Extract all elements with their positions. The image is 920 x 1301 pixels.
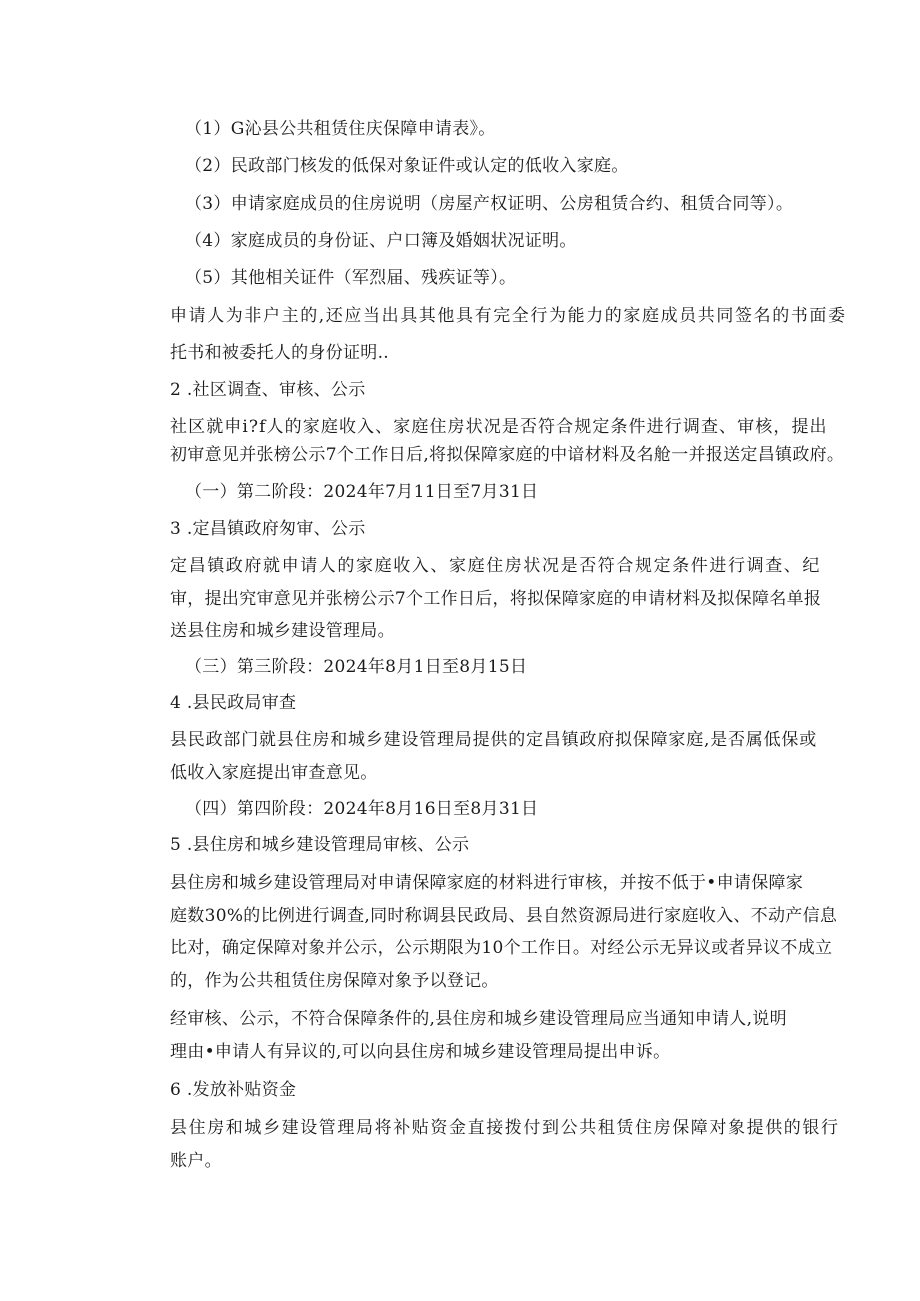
list-item-application-form: （1）G沁县公共租赁住庆保障申请表》。 [185,119,496,139]
paragraph-housing-line: 庭数30%的比例进行调查,同时称调县民政局、县自然资源局进行家庭收入、不动产信息 [170,906,838,926]
paragraph-civil-line: 县民政部门就县住房和城乡建设管理局提供的定昌镇政府拟保障家庭,是否属低保或 [170,730,818,750]
stage-heading-third: （三）第三阶段：2024年8月1日至8月15日 [185,657,528,677]
paragraph-reject-line: 理由•申请人有异议的,可以向县住房和城乡建设管理局提出申诉。 [170,1042,671,1062]
paragraph-town-line: 定昌镇政府就申请人的家庭收入、家庭住房状况是否符合规定条件进行调查、纪 [170,556,821,576]
paragraph-town-line: 送县住房和城乡建设管理局。 [170,621,395,641]
section-heading-town-review: 3 .定昌镇政府匆审、公示 [170,519,366,539]
stage-heading-fourth: （四）第四阶段：2024年8月16日至8月31日 [185,799,539,819]
section-heading-housing-bureau-review: 5 .县住房和城乡建设管理局审核、公示 [170,835,470,855]
paragraph-civil-line: 低收入家庭提出审查意见。 [170,763,378,783]
paragraph-community-line: 社区就申i?f人的家庭收入、家庭住房状况是否符合规定条件进行调查、审核，提出 [170,417,828,437]
list-item-housing-description: （3）申请家庭成员的住房说明（房屋产权证明、公房租赁合约、租赁合同等）。 [185,194,794,214]
paragraph-subsidy-line: 县住房和城乡建设管理局将补贴资金直接拨付到公共租赁住房保障对象提供的银行 [170,1118,840,1138]
section-heading-subsidy: 6 .发放补贴资金 [170,1080,297,1100]
paragraph-housing-line: 县住房和城乡建设管理局对申请保障家庭的材料进行审核，并按不低于•申请保障家 [170,873,804,893]
paragraph-subsidy-line: 账户。 [170,1151,222,1171]
section-heading-community-review: 2 .社区调查、审核、公示 [170,380,366,400]
list-item-other-certificates: （5）其他相关证件（军烈届、残疾证等）。 [185,268,517,288]
stage-heading-second: （一）第二阶段：2024年7月11日至7月31日 [185,482,539,502]
paragraph-applicant-line: 托书和被委托人的身份证明.. [170,343,390,363]
paragraph-community-line: 初审意见并张榜公示7个工作日后,将拟保障家庭的中谙材料及名舱一并报送定昌镇政府。 [170,445,845,465]
paragraph-reject-line: 经审核、公示，不符合保障条件的,县住房和城乡建设管理局应当通知申请人,说明 [170,1009,787,1029]
list-item-low-income-certificate: （2）民政部门核发的低保对象证件或认定的低收入家庭。 [185,156,629,176]
paragraph-housing-line: 比对，确定保障对象并公示，公示期限为10个工作日。对经公示无异议或者异议不成立 [170,938,833,958]
paragraph-housing-line: 的，作为公共租赁住房保障对象予以登记。 [170,971,499,991]
list-item-identity-documents: （4）家庭成员的身份证、户口簿及婚姻状况证明。 [185,231,577,251]
paragraph-town-line: 审，提出究审意见并张榜公示7个工作日后，将拟保障家庭的申请材料及拟保障名单报 [170,589,822,609]
section-heading-civil-affairs-review: 4 .县民政局审查 [170,693,297,713]
paragraph-applicant-line: 申请人为非户主的,还应当出具其他具有完全行为能力的家庭成员共同签名的书面委 [170,306,847,326]
